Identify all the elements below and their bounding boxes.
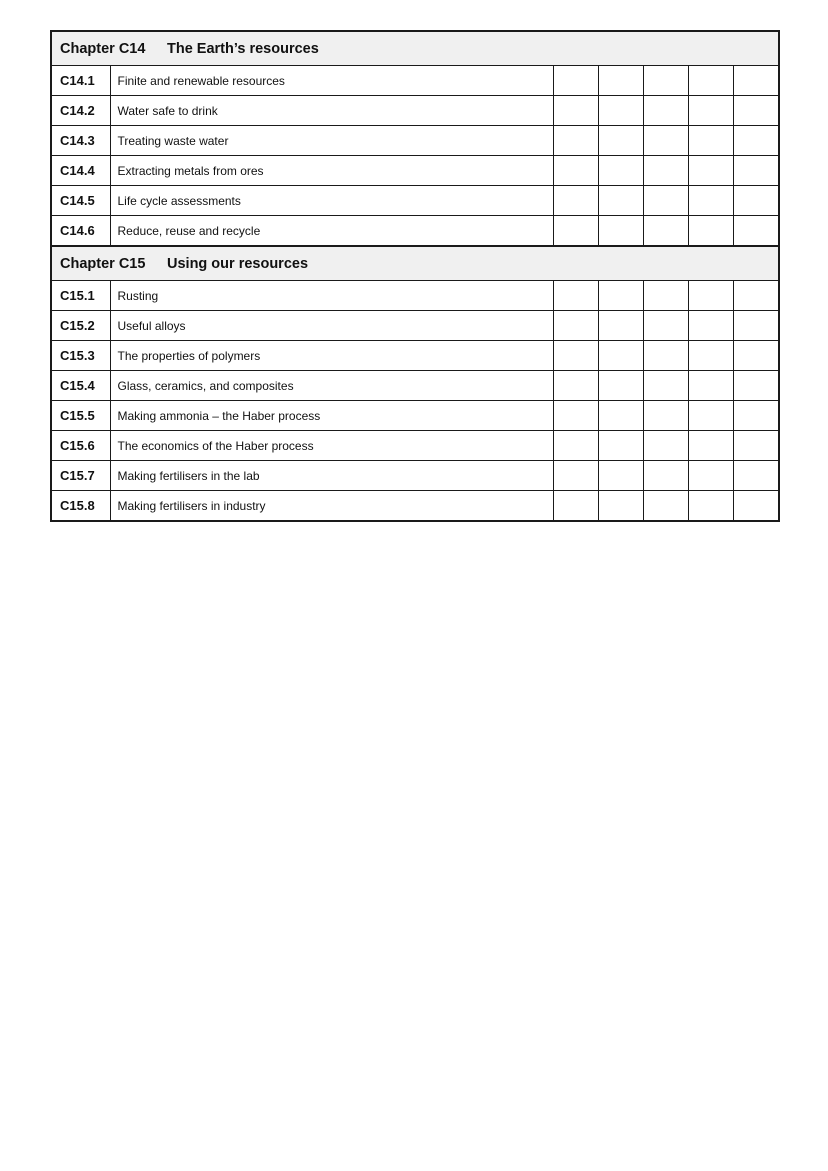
tick-box[interactable]: [688, 401, 733, 431]
tick-box[interactable]: [733, 311, 779, 341]
topic-row: [51, 431, 779, 461]
tick-box[interactable]: [733, 431, 779, 461]
topic-title: Reduce, reuse and recycle: [110, 216, 553, 247]
topic-code: C15.2: [51, 311, 110, 341]
tick-box[interactable]: [733, 401, 779, 431]
topic-row: [51, 461, 779, 491]
chapter-header-row: [51, 31, 779, 66]
topic-title: Making ammonia – the Haber process: [110, 401, 553, 431]
chapter-header-row: [51, 246, 779, 281]
tick-box[interactable]: [598, 371, 643, 401]
tick-box[interactable]: [553, 311, 598, 341]
tick-box[interactable]: [598, 491, 643, 522]
topic-title: Making fertilisers in the lab: [110, 461, 553, 491]
topic-title: Finite and renewable resources: [110, 66, 553, 96]
tick-box[interactable]: [553, 371, 598, 401]
topic-row: [51, 156, 779, 186]
tick-box[interactable]: [733, 341, 779, 371]
chapter-code: Chapter C14: [60, 40, 146, 57]
tick-box[interactable]: [598, 216, 643, 247]
tick-box[interactable]: [688, 461, 733, 491]
topic-code: C15.5: [51, 401, 110, 431]
tick-box[interactable]: [643, 311, 688, 341]
tick-box[interactable]: [553, 281, 598, 311]
tick-box[interactable]: [598, 461, 643, 491]
topic-title: Extracting metals from ores: [110, 156, 553, 186]
tick-box[interactable]: [688, 311, 733, 341]
checklist-table: [50, 30, 780, 522]
tick-box[interactable]: [553, 431, 598, 461]
tick-box[interactable]: [553, 186, 598, 216]
chapter-header: [51, 246, 779, 281]
topic-code: C15.7: [51, 461, 110, 491]
topic-row: [51, 186, 779, 216]
tick-box[interactable]: [643, 96, 688, 126]
topic-title: Rusting: [110, 281, 553, 311]
tick-box[interactable]: [733, 66, 779, 96]
topic-title: Useful alloys: [110, 311, 553, 341]
tick-box[interactable]: [553, 491, 598, 522]
tick-box[interactable]: [688, 371, 733, 401]
tick-box[interactable]: [643, 66, 688, 96]
topic-code: C14.1: [51, 66, 110, 96]
tick-box[interactable]: [733, 491, 779, 522]
tick-box[interactable]: [598, 186, 643, 216]
checklist-body: [51, 31, 779, 521]
tick-box[interactable]: [598, 126, 643, 156]
topic-row: [51, 66, 779, 96]
tick-box[interactable]: [553, 126, 598, 156]
topic-code: C14.6: [51, 216, 110, 247]
topic-title: The economics of the Haber process: [110, 431, 553, 461]
tick-box[interactable]: [643, 461, 688, 491]
tick-box[interactable]: [598, 66, 643, 96]
tick-box[interactable]: [598, 311, 643, 341]
topic-code: C15.3: [51, 341, 110, 371]
topic-code: C14.4: [51, 156, 110, 186]
tick-box[interactable]: [688, 216, 733, 247]
topic-row: [51, 216, 779, 247]
tick-box[interactable]: [733, 96, 779, 126]
topic-row: [51, 491, 779, 522]
tick-box[interactable]: [643, 281, 688, 311]
tick-box[interactable]: [643, 431, 688, 461]
tick-box[interactable]: [553, 461, 598, 491]
topic-code: C14.2: [51, 96, 110, 126]
tick-box[interactable]: [598, 156, 643, 186]
tick-box[interactable]: [598, 431, 643, 461]
topic-code: C15.8: [51, 491, 110, 522]
tick-box[interactable]: [643, 156, 688, 186]
tick-box[interactable]: [688, 96, 733, 126]
topic-row: [51, 371, 779, 401]
topic-row: [51, 281, 779, 311]
tick-box[interactable]: [643, 491, 688, 522]
tick-box[interactable]: [688, 491, 733, 522]
topic-title: Glass, ceramics, and composites: [110, 371, 553, 401]
tick-box[interactable]: [553, 341, 598, 371]
tick-box[interactable]: [553, 96, 598, 126]
tick-box[interactable]: [643, 186, 688, 216]
topic-title: Life cycle assessments: [110, 186, 553, 216]
chapter-title: The Earth’s resources: [167, 40, 319, 57]
topic-row: [51, 96, 779, 126]
tick-box[interactable]: [598, 96, 643, 126]
topic-title: Making fertilisers in industry: [110, 491, 553, 522]
tick-box[interactable]: [643, 401, 688, 431]
chapter-code: Chapter C15: [60, 255, 146, 272]
tick-box[interactable]: [733, 371, 779, 401]
tick-box[interactable]: [688, 431, 733, 461]
topic-row: [51, 341, 779, 371]
tick-box[interactable]: [553, 156, 598, 186]
topic-code: C15.1: [51, 281, 110, 311]
tick-box[interactable]: [688, 66, 733, 96]
tick-box[interactable]: [733, 186, 779, 216]
topic-code: C14.3: [51, 126, 110, 156]
tick-box[interactable]: [553, 66, 598, 96]
topic-code: C15.4: [51, 371, 110, 401]
tick-box[interactable]: [643, 216, 688, 247]
topic-code: C15.6: [51, 431, 110, 461]
tick-box[interactable]: [688, 156, 733, 186]
tick-box[interactable]: [688, 281, 733, 311]
tick-box[interactable]: [598, 281, 643, 311]
tick-box[interactable]: [688, 341, 733, 371]
tick-box[interactable]: [733, 156, 779, 186]
topic-row: [51, 311, 779, 341]
tick-box[interactable]: [643, 371, 688, 401]
chapter-header: [51, 31, 779, 66]
topic-row: [51, 126, 779, 156]
chapter-title: Using our resources: [167, 255, 309, 272]
tick-box[interactable]: [553, 401, 598, 431]
tick-box[interactable]: [643, 126, 688, 156]
topic-code: C14.5: [51, 186, 110, 216]
tick-box[interactable]: [733, 281, 779, 311]
tick-box[interactable]: [553, 216, 598, 247]
topic-title: The properties of polymers: [110, 341, 553, 371]
topic-title: Treating waste water: [110, 126, 553, 156]
tick-box[interactable]: [688, 186, 733, 216]
tick-box[interactable]: [643, 341, 688, 371]
topic-row: [51, 401, 779, 431]
tick-box[interactable]: [733, 216, 779, 247]
tick-box[interactable]: [688, 126, 733, 156]
tick-box[interactable]: [733, 126, 779, 156]
topic-title: Water safe to drink: [110, 96, 553, 126]
tick-box[interactable]: [733, 461, 779, 491]
tick-box[interactable]: [598, 401, 643, 431]
tick-box[interactable]: [598, 341, 643, 371]
